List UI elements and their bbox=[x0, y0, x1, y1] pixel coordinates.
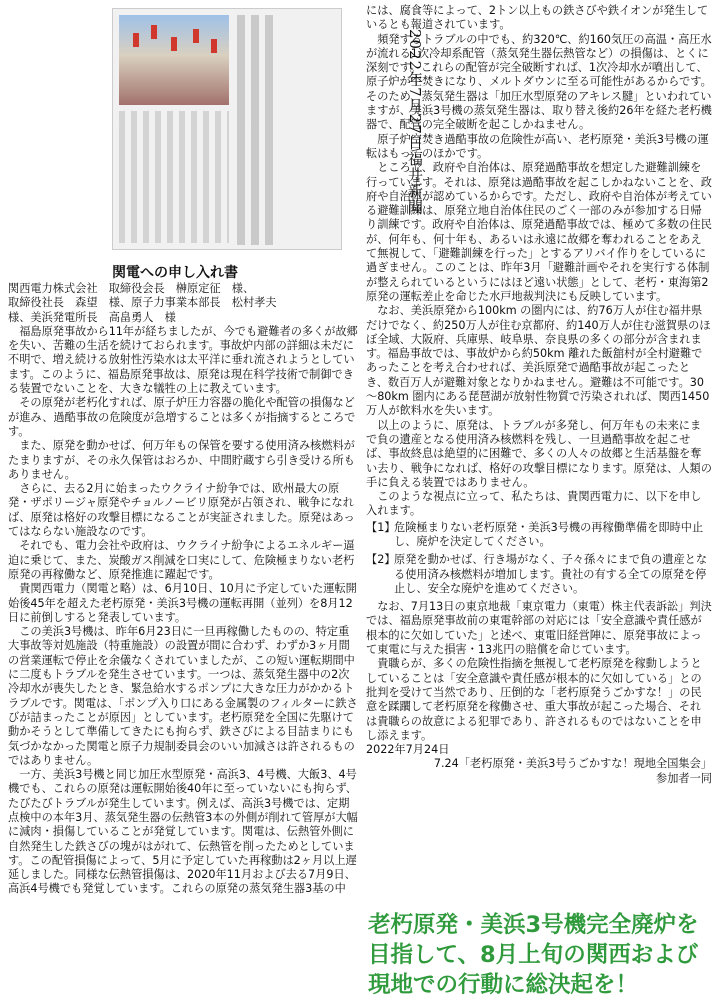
paragraph: 以上のように、原発は、トラブルが多発し、何万年もの未来にまで負の遺産となる使用済み核燃料を残し、一旦過酷事故を起こせば、事故終息は絶望的に困難で、多くの人々の故郷と生活基盤を奪い去り、戦争になれば、格好の攻撃目標になります。原発は、人類の手に負える装置ではありません。 bbox=[366, 418, 712, 489]
paragraph: 頻発するトラブルの中でも、約320℃、約160気圧の高温・高圧水が流れる1次冷却系配管（蒸気発生器伝熱管など）の損傷は、とくに深刻です。これらの配管が完全破断すれば、1次冷却水が噴出して、原子炉が空焚きになり、メルトダウンに至る可能性があるからです。そのため、蒸気発生器は「加圧水型原発のアキレス腱」といわれていますが、美浜3号機の蒸気発生器は、取り替え後約26年を経た老朽機器で、配管の完全破断を起こしかねません。 bbox=[366, 32, 712, 132]
clipping-date: 2022年7月27日福井新聞 bbox=[406, 29, 424, 215]
addressee-line: 取締役社長 森望 様、原子力事業本部長 松村孝夫 bbox=[8, 296, 277, 310]
clipping-headline bbox=[237, 15, 277, 245]
demand-text: 原発を動かせば、行き場がなく、子々孫々にまで負の遺産となる使用済み核燃料が増加します。貴社の有する全ての原発を停止し、安全な廃炉を進めてください。 bbox=[394, 553, 708, 595]
signature-line: 参加者一同 bbox=[656, 771, 712, 785]
paragraph: さらに、去る2月に始まったウクライナ紛争では、欧州最大の原発・ザポリージャ原発やチョルノービリ原発が占領され、戦争になれば、原発は格好の攻撃目標になることが実証されました。原発はあってはならない施設なのです。 bbox=[8, 482, 355, 539]
clipping-body-text bbox=[119, 111, 229, 243]
paragraph: 貴職らが、多くの危険性指摘を無視して老朽原発を稼動しようとしていることは「安全意識や責任感が根本的に欠如している」との批判を受けて当然であり、圧倒的な「老朽原発うごかすな！」の民意を蹂躙して老朽原発を稼働させ、重大事故が起こった場合、それは貴職らの故意による犯罪であり、許されるものではないことを申し添えます。 bbox=[366, 657, 702, 742]
paragraph: このような視点に立って、私たちは、貴関西電力に、以下を申し入れます。 bbox=[366, 490, 702, 518]
addressee-line: 様、美浜発電所長 高畠勇人 様 bbox=[8, 310, 176, 324]
slogan-banner: 老朽原発・美浜3号機完全廃炉を目指して、8月上旬の関西および現地での行動に総決起を！ bbox=[368, 912, 699, 998]
rally-photo bbox=[119, 15, 229, 105]
paragraph: この美浜3号機は、昨年6月23日に一旦再稼働したものの、特定重大事故等対処施設（特重施設）の設置が間に合わず、わずか3ヶ月間の営業運転で停止を余儀なくされていましたが、この短い運転期間中に二度もトラブルを発生させています。一つは、蒸気発生器中の2次冷却水が喪失したとき、緊急給水するポンプに大きな圧力がかかるトラブルです。関電は、「ポンプ入り口にある金属製のフィルターに鉄さびが詰まったことが原因」としています。老朽原発を全国に先駆けて動かそうとして準備してきたにも拘らず、鉄さびによる目詰まりにも気づかなかった関電と原子力規制委員会のいい加減さは許されるものではありません。 bbox=[8, 625, 358, 767]
paragraph: また、原発を動かせば、何万年もの保管を要する使用済み核燃料がたまりますが、その永久保管はおろか、中間貯蔵すら引き受ける所もありません。 bbox=[8, 439, 355, 481]
paragraph: なお、7月13日の東京地裁「東京電力（東電）株主代表訴訟」判決では、福島原発事故前の東電幹部の対応には「安全意識や責任感が根本的に欠如していた」と述べ、東電旧経営陣に、原発事故によって東電に与えた損害・13兆円の賠償を命じています。 bbox=[366, 600, 712, 657]
left-column bbox=[8, 282, 358, 897]
demand-text: 危険極まりない老朽原発・美浜3号機の再稼働準備を即時中止し、廃炉を決定してください。 bbox=[394, 520, 704, 548]
addressee-line: 関西電力株式会社 取締役会長 榊原定征 様、 bbox=[8, 282, 255, 295]
demand-item bbox=[366, 553, 712, 596]
demand-number: 【2】 bbox=[366, 553, 396, 567]
demand-number: 【1】 bbox=[366, 520, 396, 534]
paragraph: ところで、政府や自治体は、原発過酷事故を想定した避難訓練を行っています。それは、原発は過酷事故を起こしかねないことを、政府や自治体が認めているからです。ただし、政府や自治体が考えている避難訓練は、原発立地自治体住民のごく一部のみが参加する日帰り訓練です。政府や自治体は、原発過酷事故では、極めて多数の住民が、何年も、何十年も、あるいは永遠に故郷を奪われることをあえて無視して、「避難訓練を行った」とするアリバイ作りをしているに過ぎません。このことは、昨年3月「避難計画やそれを実行する体制が整えられているというにはほど遠い状態」として、老朽・東海第2原発の運転差止を命じた水戸地裁判決にも反映しています。 bbox=[366, 161, 712, 303]
letter-title: 関電への申し入れ書 bbox=[112, 265, 238, 281]
paragraph: その原発が老朽化すれば、原子炉圧力容器の脆化や配管の損傷などが進み、過酷事故の危険度が急増することは多くが指摘するところです。 bbox=[8, 396, 356, 438]
paragraph: それでも、電力会社や政府は、ウクライナ紛争によるエネルギー逼迫に乗じて、また、炭酸ガス削減を口実にして、危険極まりない老朽原発の再稼働など、原発推進に躍起です。 bbox=[8, 539, 355, 581]
letter-date: 2022年7月24日 bbox=[366, 743, 450, 757]
paragraph: 原子炉空焚き過酷事故の危険性が高い、老朽原発・美浜3号機の運転はもってのほかです。 bbox=[366, 132, 709, 160]
demand-item bbox=[366, 521, 712, 550]
newspaper-clipping bbox=[112, 8, 424, 250]
paragraph: なお、美浜原発から100km の圏内には、約76万人が住む福井県だけでなく、約250万人が住む京都府、約140万人が住む滋賀県のほぼ全域、大阪府、兵庫県、岐阜県、奈良県の多くの部分が含まれます。福島事故では、事故炉から約50km 離れた飯舘村が全村避難であったことを考え合わせれば、美浜原発で過酷事故が起こったとき、数百万人が避難対象となりかねません。避難は不可能です。30～80km 圏内にある琵琶湖が放射性物質で汚染されれば、関西1450万人が飲料水を失います。 bbox=[366, 304, 711, 418]
paragraph: 福島原発事故から11年が経ちましたが、今でも避難者の多くが故郷を失い、苦難の生活を続けておられます。事故炉内部の詳細は未だに不明で、増え続ける放射性汚染水は太平洋に垂れ流されようとしています。このように、福島原発事故は、原発は現在科学技術で制御できる装置でないことを、大きな犠牲の上に教えています。 bbox=[8, 324, 358, 396]
paragraph: には、腐食等によって、2トン以上もの鉄さびや鉄イオンが発生しているとも報道されています。 bbox=[366, 4, 709, 32]
signature-line: 7.24「老朽原発・美浜3号うごかすな！現地全国集会」 bbox=[433, 757, 712, 771]
paragraph: 貴関西電力（関電と略）は、6月10日、10月に予定していた運転開始後45年を超えた老朽原発・美浜3号機の運転再開（並列）を8月12日に前倒しすると発表しています。 bbox=[8, 582, 357, 624]
paragraph: 一方、美浜3号機と同じ加圧水型原発・高浜3、4号機、大飯3、4号機でも、これらの原発は運転開始後40年に至っていないにも拘らず、たびたびトラブルが発生しています。例えば、高浜3号機では、定期点検中の本年3月、蒸気発生器の伝熱管3本の外側が削れて管厚が大幅に減肉・損傷していることが発覚しています。関電は、伝熱管外側に自然発生した鉄さびの塊がはがれて、伝熱管を削ったためとしています。この配管損傷によって、5月に予定していた再稼動は2ヶ月以上遅延しました。同様な伝熱管損傷は、2020年11月および去る7月9日、高浜4号機でも発覚しています。これらの原発の蒸気発生器3基の中 bbox=[8, 768, 358, 896]
right-column bbox=[366, 4, 712, 786]
